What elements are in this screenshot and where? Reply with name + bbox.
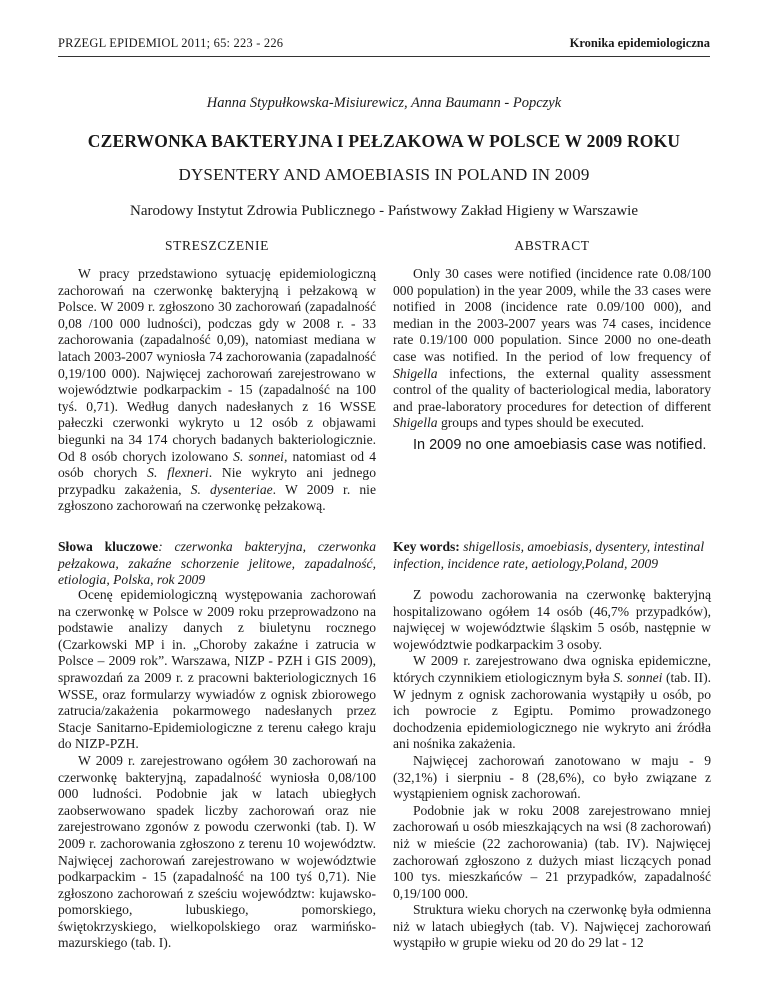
streszczenie-heading: STRESZCZENIE <box>165 238 269 253</box>
keywords-text: shigellosis, amoebiasis, dysentery, intestinal infection, incidence rate, aetiology,Poland, 2009 <box>393 539 705 571</box>
keywords-label: Key words: <box>393 539 460 554</box>
running-header <box>58 36 710 51</box>
body-paragraph: Ocenę epidemiologiczną występowania zachorowań na czerwonkę w Polsce w 2009 roku przeprowadzono na podstawie analizy danych z biuletynu rocznego (Czarkowski MP i in. „Choroby zakaźne i zatrucia w Polsce – 2009 rok”. Warszawa, NIZP - PZH i GIS 2009), sprawozdań za 2009 r. z pracowni bakteriologicznych 16 WSSE, oraz formularzy wywiadów z ognisk zbiorowego zatrucia/zakażenia pokarmowego nadesłanych przez Stacje Sanitarno-Epidemiologiczne z terenu całego kraju do NIZP-PZH. <box>58 587 376 752</box>
keywords-text: : czerwonka bakteryjna, czerwonka pełzakowa, zakaźne schorzenie jelitowe, zapadalność, etiologia, Polska, rok 2009 <box>58 539 376 588</box>
abstract-amoebiasis-note: In 2009 no one amoebiasis case was notified. <box>413 436 707 453</box>
body-paragraph: W 2009 r. zarejestrowano ogółem 30 zachorowań na czerwonkę bakteryjną, zapadalność wyniosła 0,08/100 000 ludności. Podobnie jak w latach ubiegłych zaobserwowano spadek liczby zachorowań oraz nie zarejestrowano zgonów z powodu czerwonki (tab. I). W 2009 r. zachorowania zgłoszono z terenu 10 województw. Najwięcej zachorowań zarejestrowano w województwie podkarpackim - 15 (zapadalność na 100 tyś 0,71). Nie zgłoszono zachorowań z sześciu województw: kujawsko-pomorskiego, lubuskiego, pomorskiego, świętokrzyskiego, wielkopolskiego oraz warmińsko-mazurskiego (tab. I). <box>58 752 376 951</box>
journal-citation: PRZEGL EPIDEMIOL 2011; 65: 223 - 226 <box>58 36 284 50</box>
keywords-polish <box>58 539 376 589</box>
body-paragraph: Z powodu zachorowania na czerwonkę bakteryjną hospitalizowano ogółem 14 osób (46,7% przypadków), najwięcej w województwie śląskim 5 osób, następnie w województwie podkarpackim 3 osoby. <box>393 587 711 652</box>
body-column-left <box>58 587 376 952</box>
keywords-english <box>393 539 711 572</box>
header-rule <box>58 56 710 57</box>
body-column-right <box>393 587 711 952</box>
authors: Hanna Stypułkowska-Misiurewicz, Anna Baumann - Popczyk <box>206 95 562 111</box>
body-paragraph: Podobnie jak w roku 2008 zarejestrowano mniej zachorowań u osób mieszkających na wsi (8 zachorowań) niż w mieście (22 zachorowania) (tab. IV). Najwięcej zachorowań zgłoszono z dużych miast liczących ponad 100 tys. mieszkańców – 21 przypadków, zapadalność 0,19/100 000. <box>393 802 711 901</box>
abstract-paragraph: Only 30 cases were notified (incidence rate 0.08/100 000 population) in the year 2009, while the 33 cases were notified in 2008 (incidence rate 0.09/100 000), and median in the 2003-2007 years was 74 cases, incidence rate 0.19/100 000 population. Since 2000 no one-death case was notified. In the period of low frequency of Shigella infections, the external quality assessment control of the quality of bacteriological media, laboratory and prae-laboratory procedures for detection of different Shigella groups and types should be executed. <box>393 266 711 431</box>
body-paragraph: Struktura wieku chorych na czerwonkę była odmienna niż w latach ubiegłych (tab. V). Najwięcej zachorowań wystąpiło w grupie wieku od 20 do 29 lat - 12 <box>393 902 711 951</box>
title-polish: CZERWONKA BAKTERYJNA I PEŁZAKOWA W POLSCE W 2009 ROKU <box>87 131 681 151</box>
body-paragraph: W 2009 r. zarejestrowano dwa ogniska epidemiczne, których czynnikiem etiologicznym była S. sonnei (tab. II). W jednym z ognisk zachorowania wystąpiły u osób, po ich powrocie z Egiptu. Pomimo prowadzonego dochodzenia epidemiologicznego nie wykryto ani źródła ani nośnika zakażenia. <box>393 653 711 752</box>
affiliation: Narodowy Instytut Zdrowia Publicznego - Państwowy Zakład Higieny w Warszawie <box>130 203 638 219</box>
streszczenie-text <box>58 266 376 515</box>
abstract-text <box>393 266 711 454</box>
section-name: Kronika epidemiologiczna <box>569 36 710 50</box>
streszczenie-paragraph: W pracy przedstawiono sytuację epidemiologiczną zachorowań na czerwonkę bakteryjną i pełzakową w Polsce. W 2009 r. zgłoszono 30 zachorowań (zapadalność 0,08 /100 000 ludności), podczas gdy w 2008 r. - 33 zachorowania (zapadalność 0,09), natomiast mediana w latach 2003-2007 wyniosła 74 zachorowania (zapadalność 0,19/100 000). Najwięcej zachorowań zarejestrowano w województwie podkarpackim - 15 (zapadalność na 100 tyś. 0,71). Według danych nadesłanych z 16 WSSE pałeczki czerwonki wykryto u 12 osób z objawami biegunki na 34 174 chorych badanych bakteriologicznie. Od 8 osób chorych izolowano S. sonnei, natomiast od 4 osób chorych S. flexneri. Nie wykryto ani jednego przypadku zakażenia, S. dysenteriae. W 2009 r. nie zgłoszono zachorowań na czerwonkę pełzakową. <box>58 266 376 514</box>
body-paragraph: Najwięcej zachorowań zanotowano w maju - 9 (32,1%) i sierpniu - 8 (28,6%), co było związane z wystąpieniem ognisk zachorowań. <box>393 752 711 802</box>
abstract-heading: ABSTRACT <box>514 238 590 253</box>
keywords-label: Słowa kluczowe <box>58 539 159 554</box>
title-english: DYSENTERY AND AMOEBIASIS IN POLAND IN 2009 <box>178 165 590 184</box>
